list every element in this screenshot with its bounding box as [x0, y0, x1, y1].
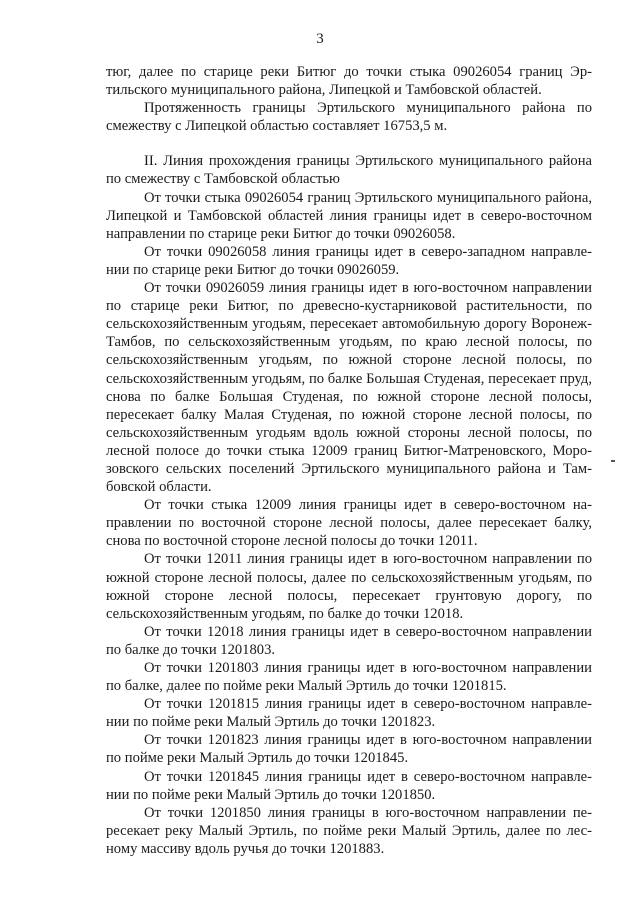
paragraph: От точки 09026059 линия границы идет в юго-восточном направлении по старице реки Битюг, по древесно-кустарниковой растительности, по сельскохозяйственным угодьям, пересекает автомобильную дорогу Воронеж-Тамбов, по сельскохозяйственным угодьям, по краю лесной полосы, по сельскохозяйственным угодьям, по южной стороне лесной полосы, по сельскохозяйственным угодьям, по балке Большая Студеная, пересекает пруд, снова по балке Большая Студеная, по южной стороне лесной полосы, пересекает балку Малая Студеная, по южной стороне лесной полосы, по сельскохозяйственным угодьям вдоль южной стороны лесной полосы, по лесной полосе до точки стыка 12009 границ Битюг-Матреновского, Морозовского сельских поселений Эртильского муниципального района и Тамбовской области.: [106, 280, 592, 496]
paragraph: От точки стыка 09026054 границ Эртильского муниципального района, Липецкой и Тамбовской областей линия границы идет в северо-восточном направлении по старице реки Битюг до точки 09026058.: [106, 189, 592, 242]
paragraph: От точки 09026058 линия границы идет в северо-западном направлении по старице реки Битюг до точки 09026059.: [106, 243, 592, 278]
paragraph: От точки 1201850 линия границы в юго-восточном направлении пересекает реку Малый Эртиль, по пойме реки Малый Эртиль, далее по лесному массиву вдоль ручья до точки 1201883.: [106, 804, 592, 857]
section-heading: II. Линия прохождения границы Эртильского муниципального района по смежеству с Тамбовской областью: [106, 153, 592, 188]
section-gap: [106, 135, 592, 152]
document-body: [106, 63, 592, 858]
page-number: 3: [316, 31, 324, 47]
scan-mark: [611, 460, 615, 462]
paragraph: От точки 12011 линия границы идет в юго-восточном направлении по южной стороне лесной полосы, далее по сельскохозяйственным угодьям, по южной стороне лесной полосы, пересекает грунтовую дорогу, по сельскохозяйственным угодьям, по балке до точки 12018.: [106, 551, 592, 622]
paragraph: От точки 1201815 линия границы идет в северо-восточном направлении по пойме реки Малый Эртиль до точки 1201823.: [106, 696, 592, 731]
paragraph: От точки стыка 12009 линия границы идет в северо-восточном направлении по восточной стороне лесной полосы, далее пересекает балку, снова по восточной стороне лесной полосы до точки 12011.: [106, 497, 592, 550]
paragraph: От точки 1201803 линия границы идет в юго-восточном направлении по балке, далее по пойме реки Малый Эртиль до точки 1201815.: [106, 660, 592, 695]
paragraph-border-length: Протяженность границы Эртильского муниципального района по смежеству с Липецкой областью составляет 16753,5 м.: [106, 100, 592, 135]
paragraph: От точки 1201823 линия границы идет в юго-восточном направлении по пойме реки Малый Эртиль до точки 1201845.: [106, 732, 592, 767]
paragraph: От точки 12018 линия границы идет в северо-восточном направлении по балке до точки 1201803.: [106, 623, 592, 658]
paragraph-continuation: тюг, далее по старице реки Битюг до точки стыка 09026054 границ Эртильского муниципального района, Липецкой и Тамбовской областей.: [106, 64, 592, 99]
paragraph: От точки 1201845 линия границы идет в северо-восточном направлении по пойме реки Малый Эртиль до точки 1201850.: [106, 768, 592, 803]
